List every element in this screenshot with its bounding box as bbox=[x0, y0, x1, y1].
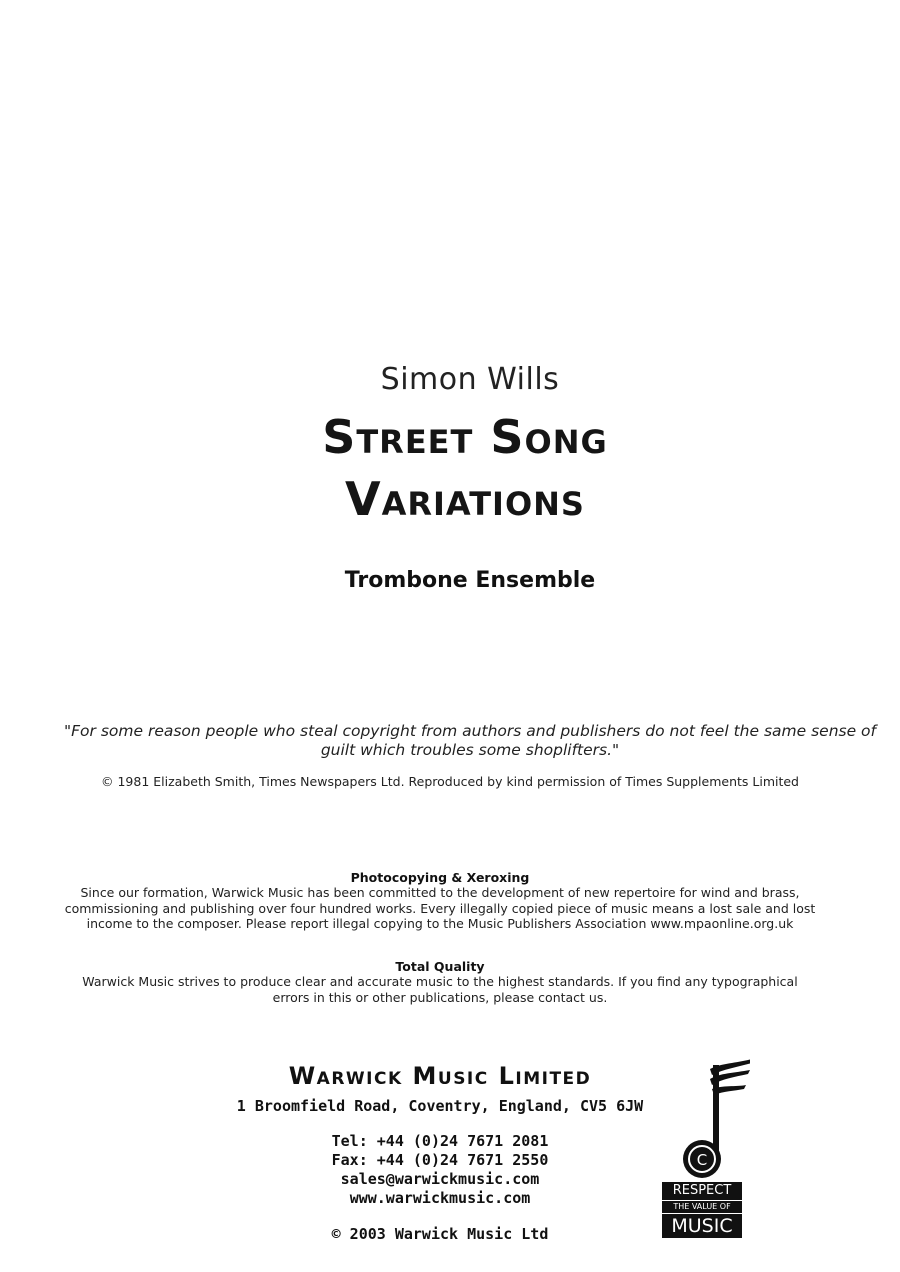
quality-notice: Warwick Music strives to produce clear and accurate music to the highest standards. If you find any typographical errors in this or other publications, please contact us. bbox=[82, 974, 798, 1005]
photocopying-heading: Photocopying & Xeroxing bbox=[350, 870, 530, 885]
quote-credit: © 1981 Elizabeth Smith, Times Newspapers Ltd. Reproduced by kind permission of Times Supplements Limited bbox=[101, 774, 799, 789]
publisher-website: www.warwickmusic.com bbox=[349, 1189, 531, 1207]
respect-music-logo bbox=[660, 1055, 750, 1245]
copyright-quote: "For some reason people who steal copyright from authors and publishers do not feel the same sense of guilt which troubles some shoplifters." bbox=[64, 722, 876, 759]
logo-text-respect: RESPECT bbox=[662, 1182, 742, 1200]
photocopying-notice: Since our formation, Warwick Music has been committed to the development of new repertoire for wind and brass, commissioning and publishing over four hundred works. Every illegally copied piece of music means a lost sale and lost income to the composer. Please report illegal copying to the Music Publishers Association www.mpaonline.org.uk bbox=[64, 885, 816, 931]
publisher-name: Warwick Music Limited bbox=[288, 1062, 592, 1090]
composer-name: Simon Wills bbox=[380, 362, 560, 397]
title-line-2: Variations bbox=[345, 472, 585, 526]
svg-text:C: C bbox=[696, 1151, 708, 1169]
instrumentation-subtitle: Trombone Ensemble bbox=[344, 568, 596, 593]
publisher-fax: Fax: +44 (0)24 7671 2550 bbox=[331, 1151, 549, 1169]
publisher-telephone: Tel: +44 (0)24 7671 2081 bbox=[331, 1132, 549, 1150]
publication-copyright: © 2003 Warwick Music Ltd bbox=[331, 1225, 549, 1243]
music-note-copyright-icon bbox=[660, 1055, 750, 1181]
title-line-1: Street Song bbox=[322, 410, 608, 464]
logo-text-music: MUSIC bbox=[662, 1214, 742, 1238]
publisher-email: sales@warwickmusic.com bbox=[340, 1170, 540, 1188]
quality-heading: Total Quality bbox=[395, 959, 485, 974]
logo-text-value-of: THE VALUE OF bbox=[662, 1201, 742, 1213]
publisher-address: 1 Broomfield Road, Coventry, England, CV5 6JW bbox=[236, 1097, 644, 1115]
